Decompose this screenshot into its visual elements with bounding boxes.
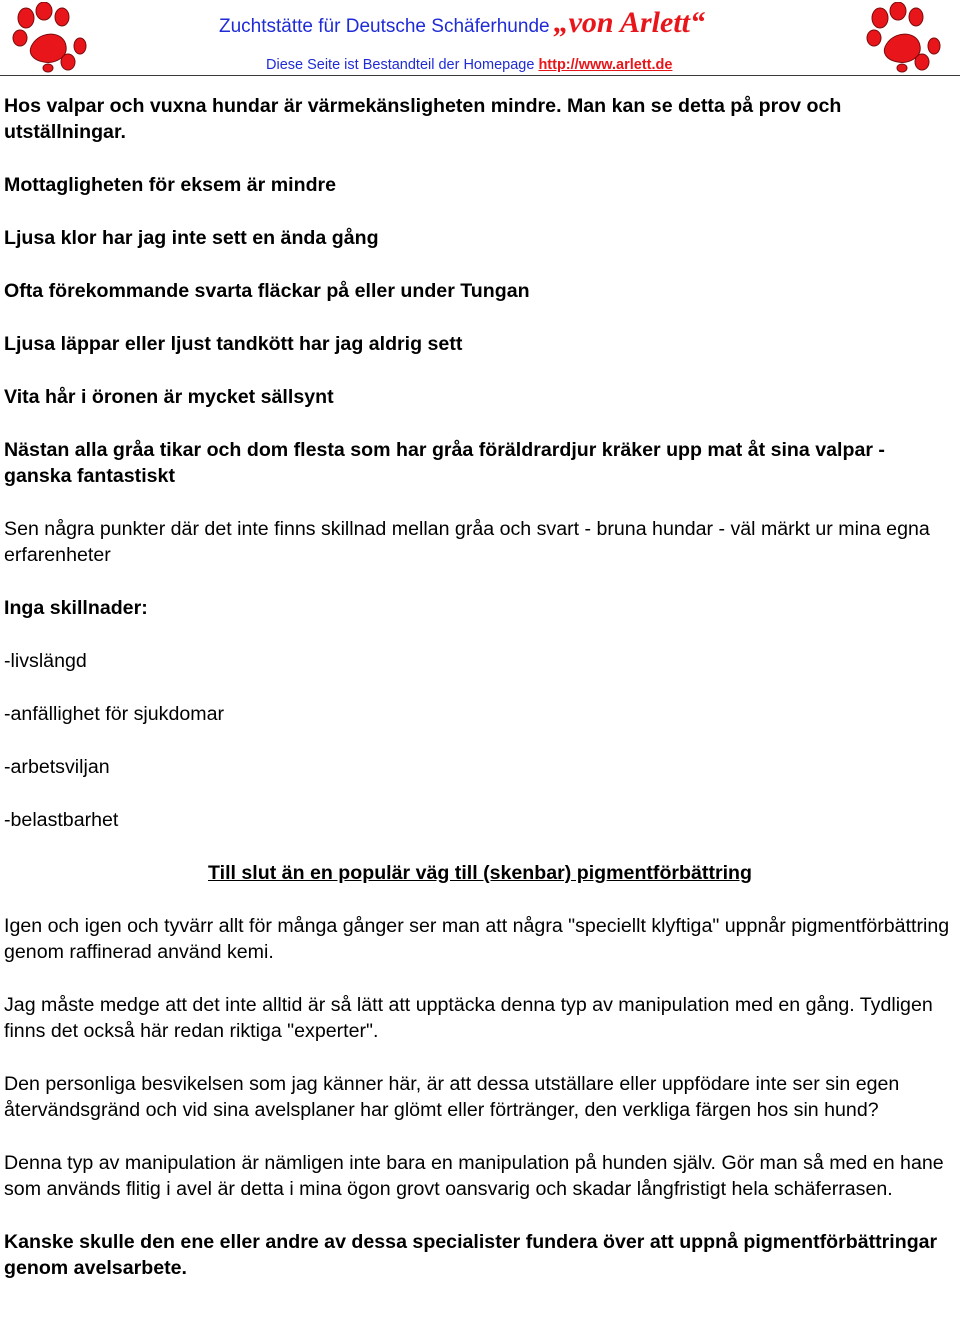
site-subtitle xyxy=(266,57,672,73)
article-body xyxy=(4,93,956,1308)
paragraph: Den personliga besvikelsen som jag känner här, är att dessa utställare eller uppfödare inte ser sin egen återvändsgränd och vid sina avelsplaner har glömt eller förtränger, den verkliga färgen hos sin hund? xyxy=(4,1073,900,1121)
paragraph: Sen några punkter där det inte finns skillnad mellan gråa och svart - bruna hundar - väl märkt ur mina egna erfarenheter xyxy=(4,518,930,566)
site-title-text: Zuchtstätte für Deutsche Schäferhunde xyxy=(219,16,550,37)
paw-print-icon xyxy=(4,2,90,74)
list-item: -belastbarhet xyxy=(4,809,119,831)
kennel-name: „von Arlett“ xyxy=(553,6,705,39)
paragraph: Ofta förekommande svarta fläckar på eller under Tungan xyxy=(4,280,530,302)
paragraph: Ljusa läppar eller ljust tandkött har jag aldrig sett xyxy=(4,333,463,355)
paragraph: Jag måste medge att det inte alltid är så lätt att upptäcka denna typ av manipulation med en gång. Tydligen finns det också här redan riktiga "experter". xyxy=(4,994,933,1042)
paragraph: Denna typ av manipulation är nämligen inte bara en manipulation på hunden själv. Gör man så med en hane som används flitig i avel är detta i mina ögon grovt oansvarig och skadar långfristigt hela schäferrasen. xyxy=(4,1152,944,1200)
section-heading: Till slut än en populär väg till (skenbar) pigmentförbättring xyxy=(208,862,752,884)
paragraph: Igen och igen och tyvärr allt för många gånger ser man att några "speciellt klyftiga" uppnår pigmentförbättring genom raffinerad använd kemi. xyxy=(4,915,950,963)
list-item: -livslängd xyxy=(4,650,87,672)
site-title xyxy=(219,6,705,40)
page-header xyxy=(0,0,960,76)
paragraph: Mottagligheten för eksem är mindre xyxy=(4,174,337,196)
paragraph: Kanske skulle den ene eller andre av dessa specialister fundera över att uppnå pigmentförbättringar genom avelsarbete. xyxy=(4,1231,938,1279)
list-item: -arbetsviljan xyxy=(4,756,110,778)
homepage-link[interactable]: http://www.arlett.de xyxy=(538,57,673,73)
list-item: -anfällighet för sjukdomar xyxy=(4,703,224,725)
subtitle-text: Diese Seite ist Bestandteil der Homepage xyxy=(266,57,535,73)
paragraph: Hos valpar och vuxna hundar är värmekänsligheten mindre. Man kan se detta på prov och utställningar. xyxy=(4,95,842,143)
header-divider xyxy=(0,75,960,76)
paragraph: Nästan alla gråa tikar och dom flesta som har gråa föräldrardjur kräker upp mat åt sina valpar - ganska fantastiskt xyxy=(4,439,885,487)
paw-print-icon xyxy=(858,2,944,74)
section-label: Inga skillnader: xyxy=(4,597,148,619)
paragraph: Vita hår i öronen är mycket sällsynt xyxy=(4,386,334,408)
paragraph: Ljusa klor har jag inte sett en ända gång xyxy=(4,227,379,249)
